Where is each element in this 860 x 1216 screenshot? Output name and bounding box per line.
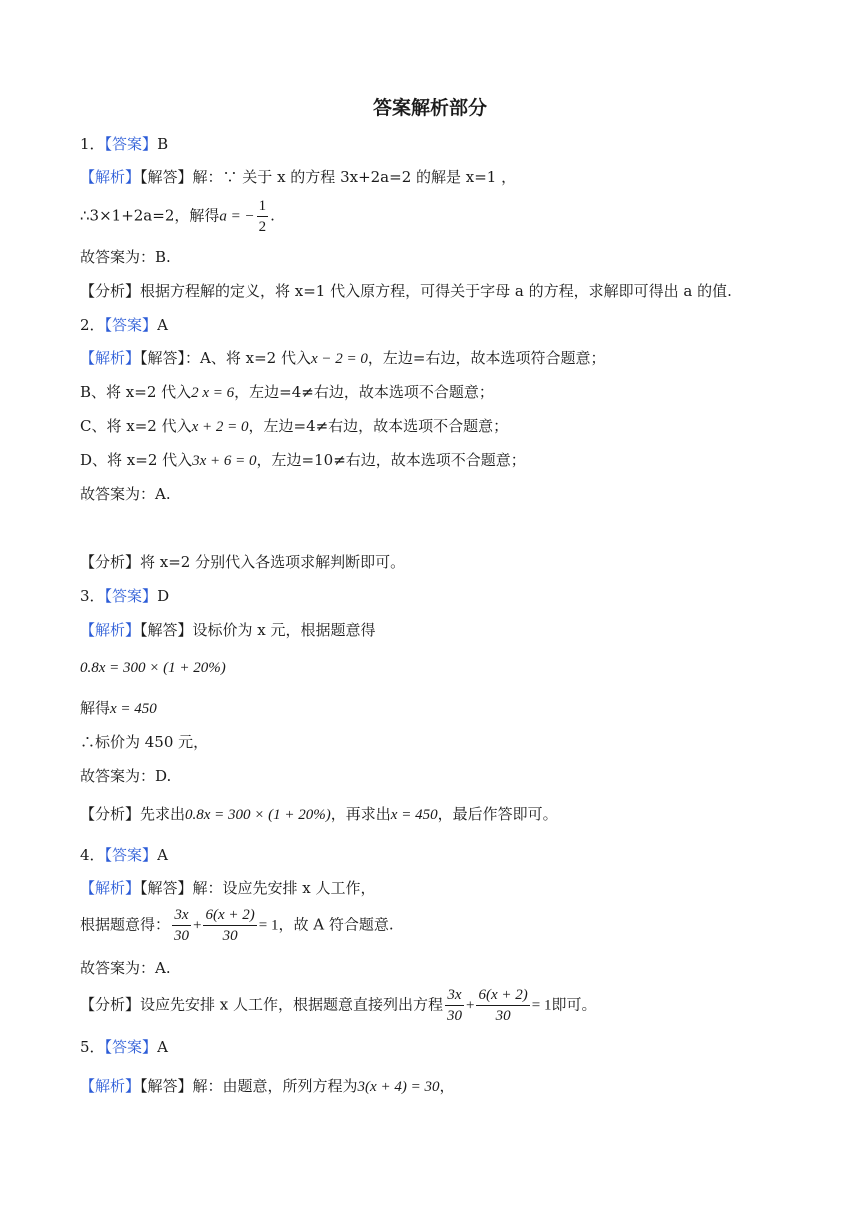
- q3-fenxi-eq: 0.8x = 300 × (1 + 20%): [185, 807, 331, 823]
- q3-fenxi-math: x = 450: [390, 807, 438, 823]
- q2-option-a: [80, 348, 605, 369]
- q4-solution-text: 解：设应先安排 x 人工作，: [192, 879, 376, 897]
- q4-f2-den: 30: [222, 928, 238, 944]
- q5-solution-pre: 解：由题意，所列方程为: [192, 1077, 358, 1095]
- q2-b-post: ，左边=4≠右边，故本选项不合题意；: [234, 383, 494, 401]
- q4-answer-line: [80, 845, 168, 865]
- q2-option-c: [80, 416, 508, 437]
- q1-solve-math: a = −: [219, 208, 255, 225]
- q4-solution-line: [80, 878, 376, 898]
- q3-equation: 0.8x = 300 × (1 + 20%): [80, 660, 226, 676]
- q2-answer-line: [80, 315, 168, 335]
- q2-b-pre: B、将 x=2 代入: [80, 383, 192, 401]
- q2-analysis: 【分析】将 x=2 分别代入各选项求解判断即可。: [80, 553, 406, 571]
- q3-jiexi-tag: 【解析】: [80, 621, 141, 639]
- q2-c-post: ，左边=4≠右边，故本选项不合题意；: [248, 417, 509, 435]
- q4-fenxi-fraction-2: [476, 985, 529, 1026]
- q3-jieda-tag: 【解答】: [140, 621, 193, 639]
- q4-eq1: = 1: [258, 917, 279, 934]
- q3-analysis: [80, 804, 558, 825]
- q4-fenxi-f1-den: 30: [447, 1008, 462, 1024]
- q1-analysis: 【分析】根据方程解的定义，将 x=1 代入原方程，可得关于字母 a 的方程，求解即可得出 a 的值.: [80, 282, 732, 300]
- q2-c-math: x + 2 = 0: [191, 419, 249, 435]
- q2-a-pre: ：A、将 x=2 代入: [185, 349, 311, 367]
- q1-answer-tag: 【答案】: [104, 135, 158, 153]
- q4-fenxi-post: 即可。: [551, 995, 597, 1014]
- q4-answer: A: [157, 846, 168, 864]
- q2-option-b: [80, 382, 494, 403]
- q4-fenxi-f2-num: 6(x + 2): [476, 985, 529, 1006]
- q2-number: 2．: [80, 316, 105, 334]
- q3-number: 3．: [80, 587, 105, 605]
- q5-answer: A: [157, 1038, 168, 1056]
- q4-fenxi-f2-den: 30: [495, 1008, 511, 1024]
- q4-jieda-tag: 【解答】: [140, 879, 193, 897]
- q2-answer-tag: 【答案】: [104, 316, 158, 334]
- q4-plus: +: [193, 917, 202, 934]
- q4-jiexi-tag: 【解析】: [80, 879, 141, 897]
- q4-number: 4．: [80, 846, 105, 864]
- q4-fenxi-plus: +: [466, 997, 475, 1014]
- q3-answer-line: [80, 586, 169, 606]
- q4-equation-line: [80, 905, 394, 946]
- q1-solution-text: 解：∵ 关于 x 的方程 3x+2a=2 的解是 x=1 ，: [192, 168, 517, 186]
- q5-number: 5．: [80, 1038, 105, 1056]
- q4-f1-den: 30: [174, 928, 190, 944]
- q2-option-d: [80, 450, 526, 471]
- q1-frac-den: 2: [258, 219, 267, 235]
- q1-answer-line: [80, 134, 168, 154]
- q2-jieda-tag: 【解答】: [140, 349, 186, 367]
- q2-b-math: 2 x = 6: [191, 385, 235, 401]
- q1-final-line: 故答案为：B.: [80, 248, 171, 266]
- q1-answer: B: [157, 135, 169, 153]
- q1-solve-line: [80, 196, 275, 237]
- q3-answer: D: [157, 587, 170, 605]
- q1-number: 1．: [80, 135, 105, 153]
- q5-jieda-tag: 【解答】: [140, 1077, 193, 1095]
- q2-final-line: 故答案为：A.: [80, 485, 171, 503]
- q4-fenxi-pre: 【分析】设应先安排 x 人工作，根据题意直接列出方程: [80, 995, 443, 1014]
- q2-a-math: x − 2 = 0: [310, 351, 368, 367]
- q4-eq-pre: 根据题意得：: [80, 915, 171, 934]
- q2-a-post: ，左边=右边，故本选项符合题意；: [367, 349, 606, 367]
- q5-solution-line: [80, 1076, 454, 1097]
- q4-eq-post: ，故 A 符合题意.: [278, 915, 394, 934]
- q4-fenxi-f1-num: 3x: [445, 985, 463, 1006]
- q2-answer: A: [157, 316, 168, 334]
- q3-fenxi-mid: ，再求出: [330, 805, 391, 823]
- q3-solve-pre: 解得: [80, 699, 111, 717]
- q1-jieda-tag: 【解答】: [140, 168, 193, 186]
- q2-c-pre: C、将 x=2 代入: [80, 417, 192, 435]
- q2-d-post: ，左边=10≠右边，故本选项不合题意；: [256, 451, 526, 469]
- q4-fraction-1: [172, 905, 191, 946]
- q2-d-math: 3x + 6 = 0: [192, 453, 257, 469]
- q5-answer-line: [80, 1037, 168, 1057]
- q5-answer-tag: 【答案】: [104, 1038, 158, 1056]
- q1-fraction: [257, 196, 269, 237]
- q1-solve-text: ∴3×1+2a=2，解得: [80, 206, 220, 225]
- q4-analysis: [80, 985, 596, 1026]
- q3-price-line: ∴标价为 450 元，: [80, 733, 209, 751]
- q3-fenxi-pre: 【分析】先求出: [80, 805, 186, 823]
- q4-f1-num: 3x: [172, 905, 190, 926]
- q2-d-pre: D、将 x=2 代入: [80, 451, 193, 469]
- q5-solution-post: ，: [439, 1077, 455, 1095]
- q4-fraction-2: [203, 905, 256, 946]
- q3-solution-text: 设标价为 x 元，根据题意得: [192, 621, 376, 639]
- q3-final-line: 故答案为：D.: [80, 767, 172, 785]
- q3-fenxi-post: ，最后作答即可。: [437, 805, 558, 823]
- q3-answer-tag: 【答案】: [104, 587, 158, 605]
- q3-solve-math: x = 450: [110, 701, 157, 717]
- q5-jiexi-tag: 【解析】: [80, 1077, 141, 1095]
- q4-answer-tag: 【答案】: [104, 846, 158, 864]
- page-title: 答案解析部分: [372, 97, 487, 119]
- q1-frac-num: 1: [257, 196, 269, 217]
- q1-solution-line: [80, 167, 516, 187]
- q4-fenxi-fraction-1: [445, 985, 464, 1026]
- q5-solution-math: 3(x + 4) = 30: [357, 1079, 440, 1095]
- q4-f2-num: 6(x + 2): [203, 905, 256, 926]
- q4-fenxi-eq1: = 1: [531, 997, 552, 1014]
- q3-solution-line: [80, 620, 376, 640]
- q1-jiexi-tag: 【解析】: [80, 168, 141, 186]
- q1-solve-end: .: [270, 206, 275, 225]
- q2-jiexi-tag: 【解析】: [80, 349, 141, 367]
- q3-solve-line: [80, 698, 157, 719]
- q4-final-line: 故答案为：A.: [80, 959, 171, 977]
